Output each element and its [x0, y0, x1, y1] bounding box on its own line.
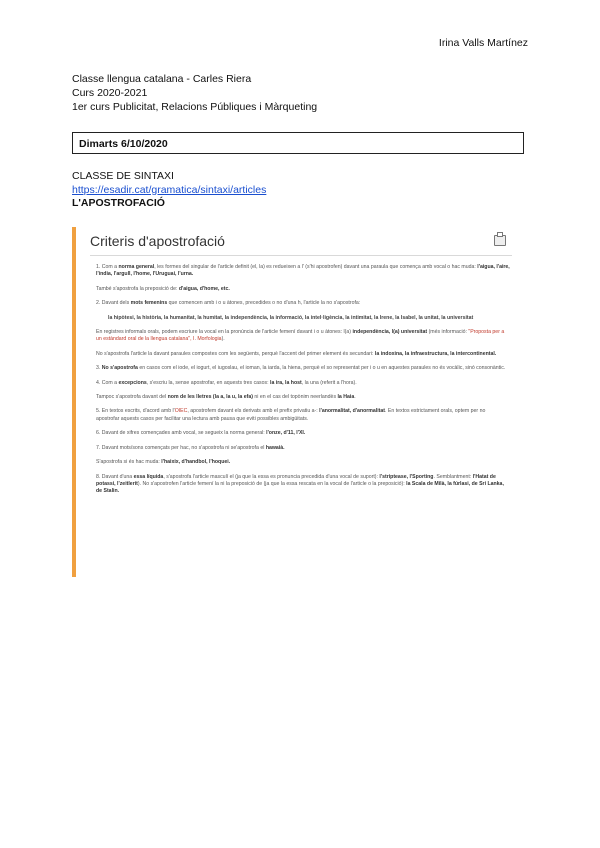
rule-4: 4. Com a excepcions, s'escriu la, sense apostrofar, en aquests tres casos: la ira, la host, la una (referit a l'hora).	[96, 379, 357, 386]
rule-2-examples: la hipòtesi, la història, la humanitat, la humitat, la independència, la informació, la intel·ligència, la intimitat, la Irene, la Isabel, la unitat, la universitat	[108, 314, 474, 321]
rule-4-letters: Tampoc s'apostrofa davant del nom de les lletres (la a, la u, la efa) ni en el cas del topònim neerlandès la Haia.	[96, 394, 356, 401]
title-divider	[90, 255, 512, 256]
course-line-teacher: Classe llengua catalana - Carles Riera	[72, 73, 252, 85]
rule-2-oral: En registres informals orals, podem escriure la vocal en la pronúncia de l'article femení davant i o u àtones: l(a) independència, l(a) universitat (més informació: "Proposta per a un estàndard oral de la llengua catalana", I. Morfologia).	[96, 329, 505, 343]
proposta-link[interactable]: "Proposta per a un estàndard oral de la llengua catalana", I. Morfologia	[96, 329, 505, 343]
reference-link[interactable]: https://esadir.cat/gramatica/sintaxi/articles	[72, 183, 267, 196]
screenshot-title: Criteris d'apostrofació	[90, 233, 225, 249]
rule-8: 8. Davant d'una essa líquida, s'apostrofa l'article masculí el (ja que la essa es pronuncia precedida d'una vocal de suport): l'striptease, l'Sporting. Semblantment: l'Hatat de potassi, l'zeitlerit). No s'apostrofen l'article femení la ni la preposició de (ja que la essa rescata en la vocal de l'article o la preposició): la Scala de Milà, la fúrlasi, de Sri Lanka, de Stalin.	[96, 473, 504, 495]
section-subheading: L'APOSTROFACIÓ	[72, 197, 165, 209]
rule-1: 1. Com a norma general, les formes del singular de l'article definit (el, la) es redueixen a l' (s'hi apostrofen) davant una paraula que comença amb vocal o hac muda: l'aigua, l'aire, l'índia, l'argull, l'home, l'Uruguai, l'urna.	[96, 264, 510, 278]
author-name: Irina Valls Martínez	[438, 37, 528, 49]
rule-5: 5. En textos escrits, d'acord amb l'OIEC, apostrofem davant els derivats amb el prefix privatiu a-: l'anormalitat, d'anormalitat. En textos estrictament orals, optem per no apostrofar aquests casos per facilitar una lectura amb pausa que eviti possibles ambigüitats.	[96, 408, 486, 422]
course-header	[72, 72, 317, 114]
date-box: Dimarts 6/10/2020	[72, 132, 524, 154]
rule-7: 7. Davant mots/sons començats per hac, no s'apostrofa ni se'apostrofa el hawaià.	[96, 444, 285, 451]
print-icon[interactable]	[494, 235, 506, 246]
section-block	[72, 170, 266, 211]
rule-2: 2. Davant dels mots femenins que comencen amb i o u àtones, precedides o no d'una h, l'article la no s'apostrofa:	[96, 300, 361, 307]
rule-1-note: També s'apostrofa la preposició de: d'aigua, d'home, etc.	[96, 285, 230, 292]
course-line-year: Curs 2020-2021	[72, 87, 148, 99]
screenshot-body	[96, 264, 510, 503]
rule-6: 6. Davant de xifres començades amb vocal, se segueix la norma general: l'onze, d'11, l'XI.	[96, 430, 306, 437]
embedded-screenshot	[72, 227, 524, 577]
rule-7-hac: S'apostrofa si és hac muda: l'haixix, d'handbol, l'hoquei.	[96, 459, 231, 466]
rule-3: 3. No s'apostrofa en casos com el iode, el iogurt, el iugoslau, el ioman, la iarda, la hiena, perquè el so representat per i o u en aquestes paraules no és vocàlic, sinó consonàntic.	[96, 365, 506, 372]
rule-2-compounds: No s'apostrofa l'article la davant paraules compostes com les següents, perquè l'accent del primer element és secundari: la indoxina, la infraestructura, la intercontinental.	[96, 350, 497, 357]
oiec-link[interactable]: OIEC	[174, 408, 188, 415]
course-line-degree: 1er curs Publicitat, Relacions Públiques i Màrqueting	[72, 101, 318, 113]
section-heading: CLASSE DE SINTAXI	[72, 170, 174, 182]
